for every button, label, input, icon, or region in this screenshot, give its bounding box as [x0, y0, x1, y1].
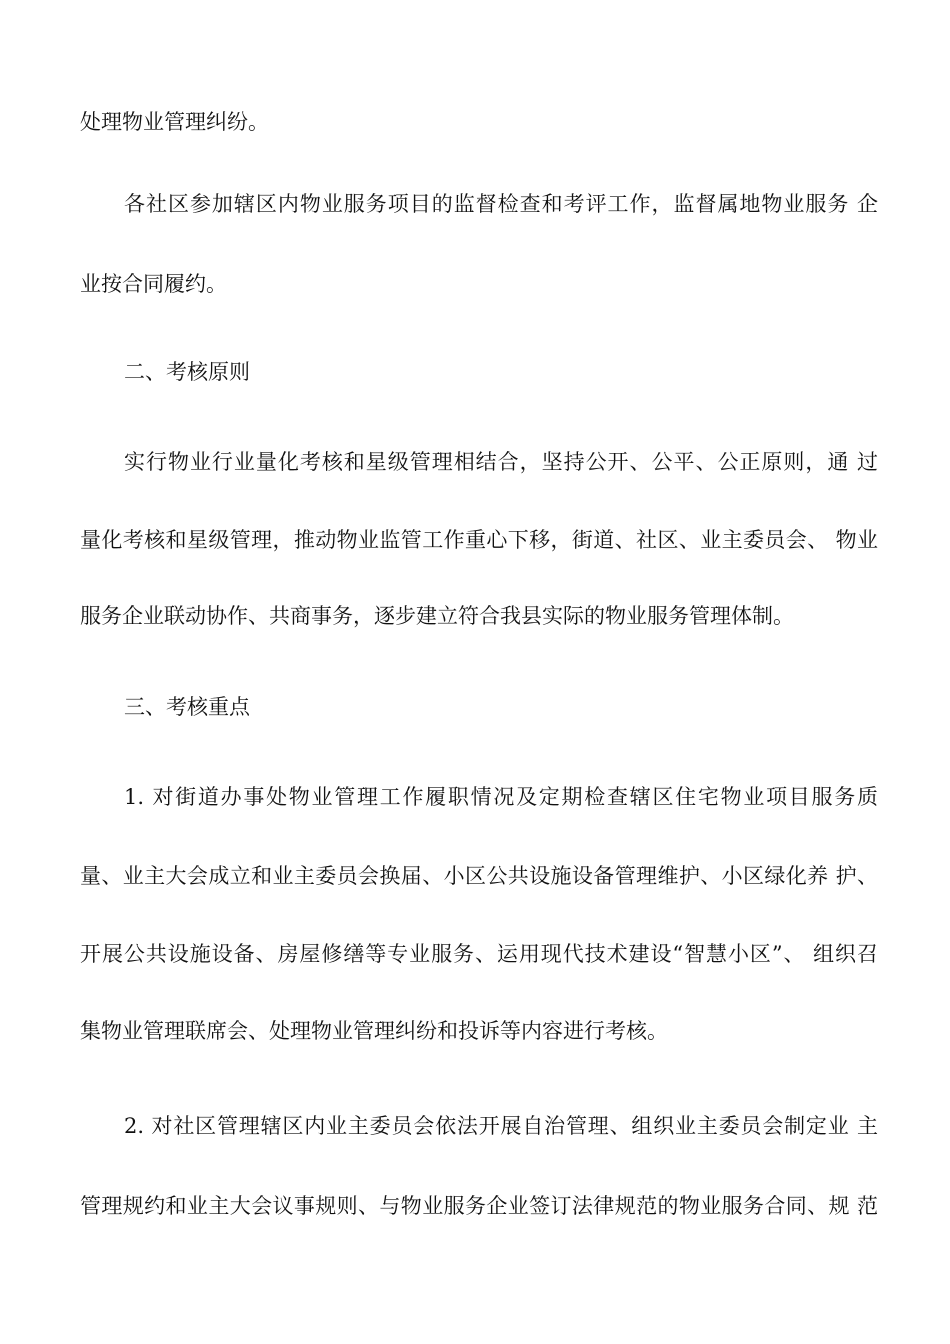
paragraph-line: 服务企业联动协作、共商事务，逐步建立符合我县实际的物业服务管理体制。 — [80, 604, 794, 628]
list-item-line: 开展公共设施设备、房屋修缮等专业服务、运用现代技术建设“智慧小区”、 组织召 — [80, 942, 878, 966]
section-heading: 二、考核原则 — [124, 360, 250, 384]
paragraph-line: 量化考核和星级管理，推动物业监管工作重心下移，街道、社区、业主委员会、 物业 — [80, 528, 878, 552]
section-heading: 三、考核重点 — [124, 695, 250, 719]
list-item-line: 1. 对街道办事处物业管理工作履职情况及定期检查辖区住宅物业项目服务质 — [124, 785, 878, 809]
paragraph-line: 处理物业管理纠纷。 — [80, 110, 269, 134]
paragraph-line: 业按合同履约。 — [80, 272, 227, 296]
paragraph-line: 各社区参加辖区内物业服务项目的监督检查和考评工作，监督属地物业服务 企 — [124, 192, 878, 216]
paragraph-line: 实行物业行业量化考核和星级管理相结合，坚持公开、公平、公正原则，通 过 — [124, 450, 878, 474]
list-item-line: 集物业管理联席会、处理物业管理纠纷和投诉等内容进行考核。 — [80, 1019, 668, 1043]
list-item-line: 量、业主大会成立和业主委员会换届、小区公共设施设备管理维护、小区绿化养 护、 — [80, 864, 878, 888]
list-item-line: 2. 对社区管理辖区内业主委员会依法开展自治管理、组织业主委员会制定业 主 — [124, 1114, 878, 1138]
list-item-line: 管理规约和业主大会议事规则、与物业服务企业签订法律规范的物业服务合同、规 范 — [80, 1194, 878, 1218]
